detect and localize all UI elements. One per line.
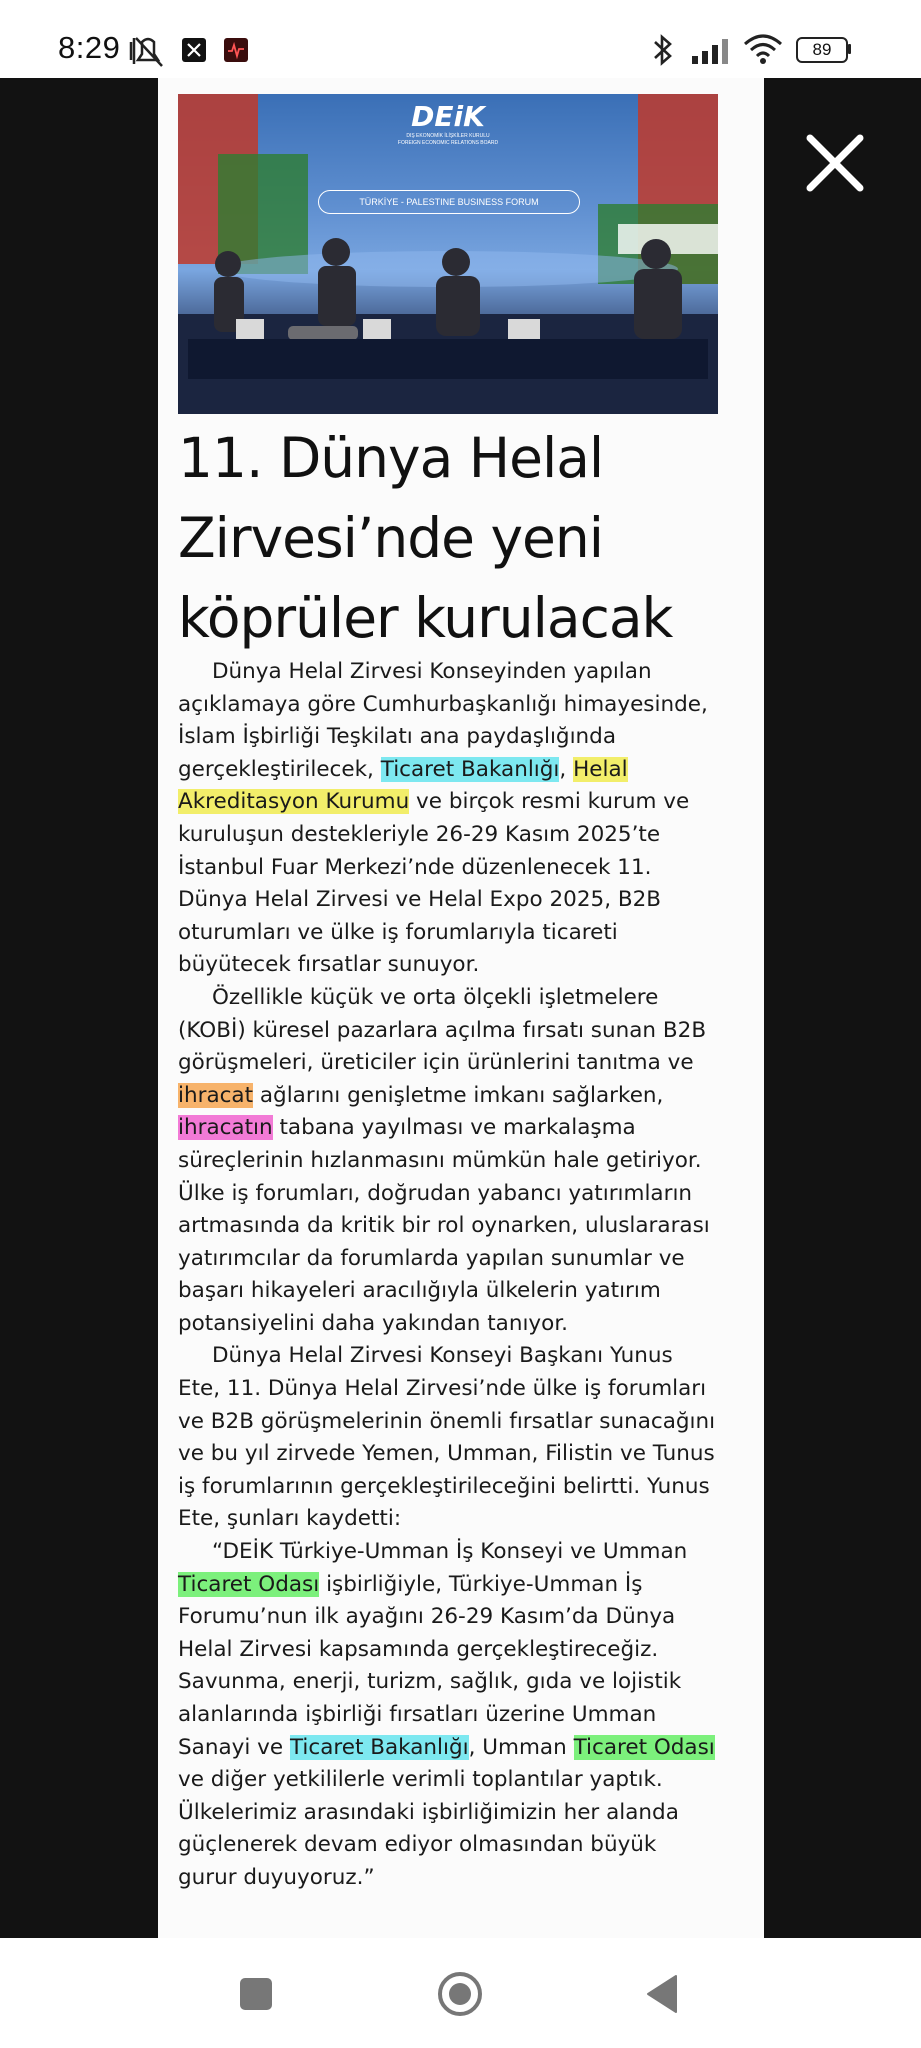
signal-icon [690,36,734,66]
battery-level: 89 [812,40,832,59]
deik-logo-subtitle-2: FOREIGN ECONOMIC RELATIONS BOARD [397,140,499,146]
recent-apps-button[interactable] [238,1976,274,2012]
back-icon [644,1974,680,2014]
text-run: , Umman [468,1734,574,1760]
highlight-orange: ihracat [178,1082,254,1108]
highlight-cyan: Ticaret Bakanlığı [380,756,560,782]
status-time: 8:29 [58,30,121,65]
text-run: Özellikle küçük ve orta ölçekli işletmelere (KOBİ) küresel pazarlara açılma fırsatı sunan B2B görüşmeleri, üreticiler için ürünlerini tanıtma ve [178,984,707,1076]
headline-line-3: köprüler kurulacak [178,586,673,650]
article-paragraph-4 [178,1536,718,1895]
highlight-green: Ticaret Odası [178,1571,320,1597]
article-paragraph-1 [178,656,718,982]
highlight-pink: ihracatın [178,1115,273,1141]
forum-banner: TÜRKİYE - PALESTINE BUSINESS FORUM [318,190,580,214]
home-icon [436,1970,484,2018]
text-run: ve diğer yetkililerle verimli toplantılar yaptık. Ülkelerimiz arasındaki işbirliğimizin her alanda güçlenerek devam ediyor olmasından büyük gurur duyuyoruz.” [178,1767,679,1890]
headline-line-2: Zirvesi’nde yeni [178,506,603,570]
text-run: ağlarını genişletme imkanı sağlarken, [253,1082,664,1108]
article-photo [178,94,718,414]
article-body [178,656,718,1895]
close-button[interactable] [800,128,870,198]
notification-app-icon [224,38,248,62]
home-button[interactable] [436,1970,484,2018]
highlight-cyan: Ticaret Bakanlığı [289,1734,469,1760]
article-headline [178,418,738,658]
article-paragraph-3: Dünya Helal Zirvesi Konseyi Başkanı Yunus Ete, 11. Dünya Helal Zirvesi’nde ülke iş forumları ve B2B görüşmelerinin önemli fırsatlar sunacağını ve bu yıl zirvede Yemen, Umman, Filistin ve Tunus iş forumlarının gerçekleştirileceğini belirtti. Yunus Ete, şunları kaydetti: [178,1343,716,1532]
battery-icon [796,37,850,63]
highlight-yellow: Helal Akreditasyon Kurumu [178,756,628,815]
deik-logo-text: DEiK [411,100,485,133]
deik-logo [363,100,533,170]
newspaper-clipping [158,78,764,1938]
x-app-icon [182,38,206,62]
recent-apps-icon [238,1976,274,2012]
highlight-green: Ticaret Odası [573,1734,715,1760]
back-button[interactable] [644,1974,680,2014]
text-run: “DEİK Türkiye-Umman İş Konseyi ve Umman [212,1539,688,1565]
deik-logo-subtitle-1: DIŞ EKONOMİK İLİŞKİLER KURULU [406,133,490,139]
article-paragraph-2 [178,982,718,1341]
viewer-backdrop-left [0,78,158,1938]
text-run: , [559,756,574,782]
close-icon [800,128,870,198]
wifi-icon [742,32,784,66]
mute-vibrate-icon [128,34,168,68]
text-run: Dünya Helal Zirvesi Konseyinden yapılan açıklamaya göre Cumhurbaşkanlığı himayesinde, İslam İşbirliği Teşkilatı ana paydaşlığında gerçekleştirilecek, [178,659,708,782]
text-run: işbirliğiyle, Türkiye-Umman İş Forumu’nun ilk ayağını 26-29 Kasım’da Dünya Helal Zirvesi kapsamında gerçekleştireceğiz. Savunma, enerji, turizm, sağlık, gıda ve lojistik alanlarında işbirliği fırsatları üzerine Umman Sanayi ve [178,1571,682,1760]
bluetooth-icon [650,32,676,68]
headline-line-1: 11. Dünya Helal [178,426,604,490]
viewer-backdrop-right [764,78,921,1938]
text-run: tabana yayılması ve markalaşma süreçlerinin hızlanmasını mümkün hale getiriyor. Ülke iş forumları, doğrudan yabancı yatırımların artmasında da kritik bir rol oynarken, uluslararası yatırımcılar da forumlarda yapılan sunumlar ve başarı hikayeleri aracılığıyla ülkelerin yatırım potansiyelini daha yakından tanıyor. [178,1115,710,1336]
status-bar [0,0,921,78]
system-nav-bar [0,1938,921,2048]
text-run: ve birçok resmi kurum ve kuruluşun destekleriyle 26-29 Kasım 2025’te İstanbul Fuar Merkezi’nde düzenlenecek 11. Dünya Helal Zirvesi ve Helal Expo 2025, B2B oturumları ve ülke iş forumlarıyla ticareti büyütecek fırsatlar sunuyor. [178,789,690,978]
